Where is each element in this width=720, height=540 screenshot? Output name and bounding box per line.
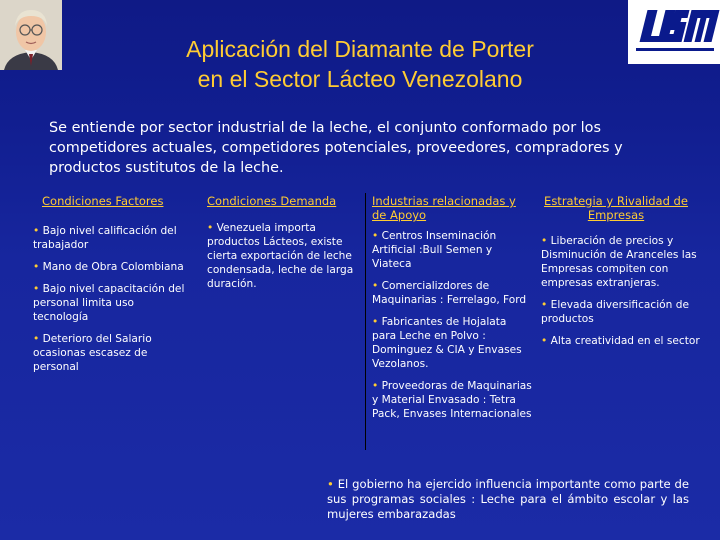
heading-estrategia-rivalidad: Estrategia y Rivalidad de Empresas bbox=[544, 194, 688, 222]
slide-title bbox=[90, 34, 630, 94]
bullet-icon: • bbox=[372, 380, 379, 392]
heading-condiciones-demanda: Condiciones Demanda bbox=[207, 194, 337, 208]
bullet-icon: • bbox=[207, 222, 214, 234]
list-item bbox=[372, 315, 532, 371]
bullet-icon: • bbox=[327, 477, 334, 491]
bullet-icon: • bbox=[541, 335, 548, 347]
list-item bbox=[372, 379, 532, 421]
column-industrias-relacionadas bbox=[372, 229, 532, 429]
list-item bbox=[33, 224, 185, 252]
bullet-icon: • bbox=[33, 283, 40, 295]
bullet-icon: • bbox=[541, 235, 548, 247]
item-text: Deterioro del Salario ocasionas escasez de personal bbox=[33, 333, 152, 373]
bullet-icon: • bbox=[33, 333, 40, 345]
list-item bbox=[541, 234, 701, 290]
item-text: Mano de Obra Colombiana bbox=[42, 261, 184, 273]
list-item bbox=[33, 282, 185, 324]
column-condiciones-factores bbox=[33, 224, 185, 382]
intro-paragraph: Se entiende por sector industrial de la leche, el conjunto conformado por los competidores actuales, competidores potenciales, proveedores, compradores y productos sustitutos de la leche. bbox=[49, 120, 623, 176]
item-text: Fabricantes de Hojalata para Leche en Polvo : Dominguez & CIA y Envases Vezolanos. bbox=[372, 316, 522, 370]
portrait-photo bbox=[0, 0, 62, 70]
title-line-2: en el Sector Lácteo Venezolano bbox=[197, 66, 523, 92]
bullet-icon: • bbox=[33, 225, 40, 237]
item-text: Alta creatividad en el sector bbox=[550, 335, 700, 347]
heading-condiciones-factores: Condiciones Factores bbox=[42, 194, 164, 208]
list-item bbox=[207, 221, 357, 291]
column-condiciones-demanda bbox=[207, 221, 357, 299]
bullet-icon: • bbox=[372, 230, 379, 242]
bullet-icon: • bbox=[541, 299, 548, 311]
item-text: Centros Inseminación Artificial :Bull Semen y Viateca bbox=[372, 230, 497, 270]
item-text: Bajo nivel calificación del trabajador bbox=[33, 225, 177, 251]
list-item bbox=[541, 334, 701, 348]
item-text: Liberación de precios y Disminución de Aranceles las Empresas compiten con empresas extranjeras. bbox=[541, 235, 697, 289]
heading-industrias-relacionadas: Industrias relacionadas y de Apoyo bbox=[372, 194, 516, 222]
column-estrategia-rivalidad bbox=[541, 234, 701, 356]
usm-logo bbox=[628, 0, 720, 64]
title-line-1: Aplicación del Diamante de Porter bbox=[186, 36, 534, 62]
footer-text: El gobierno ha ejercido influencia importante como parte de sus programas sociales : Leche para el ámbito escolar y las mujeres embarazadas bbox=[327, 477, 689, 521]
list-item bbox=[33, 332, 185, 374]
item-text: Elevada diversificación de productos bbox=[541, 299, 689, 325]
bullet-icon: • bbox=[372, 280, 379, 292]
bullet-icon: • bbox=[372, 316, 379, 328]
footer-note bbox=[327, 477, 689, 522]
item-text: Bajo nivel capacitación del personal limita uso tecnología bbox=[33, 283, 185, 323]
column-divider bbox=[365, 193, 366, 450]
bullet-icon: • bbox=[33, 261, 40, 273]
list-item bbox=[372, 229, 532, 271]
list-item bbox=[541, 298, 701, 326]
item-text: Venezuela importa productos Lácteos, existe cierta exportación de leche condensada, leche de larga duración. bbox=[207, 222, 354, 290]
list-item bbox=[372, 279, 532, 307]
item-text: Proveedoras de Maquinarias y Material Envasado : Tetra Pack, Envases Internacionales bbox=[372, 380, 532, 420]
item-text: Comercializdores de Maquinarias : Ferrelago, Ford bbox=[372, 280, 527, 306]
list-item bbox=[33, 260, 185, 274]
